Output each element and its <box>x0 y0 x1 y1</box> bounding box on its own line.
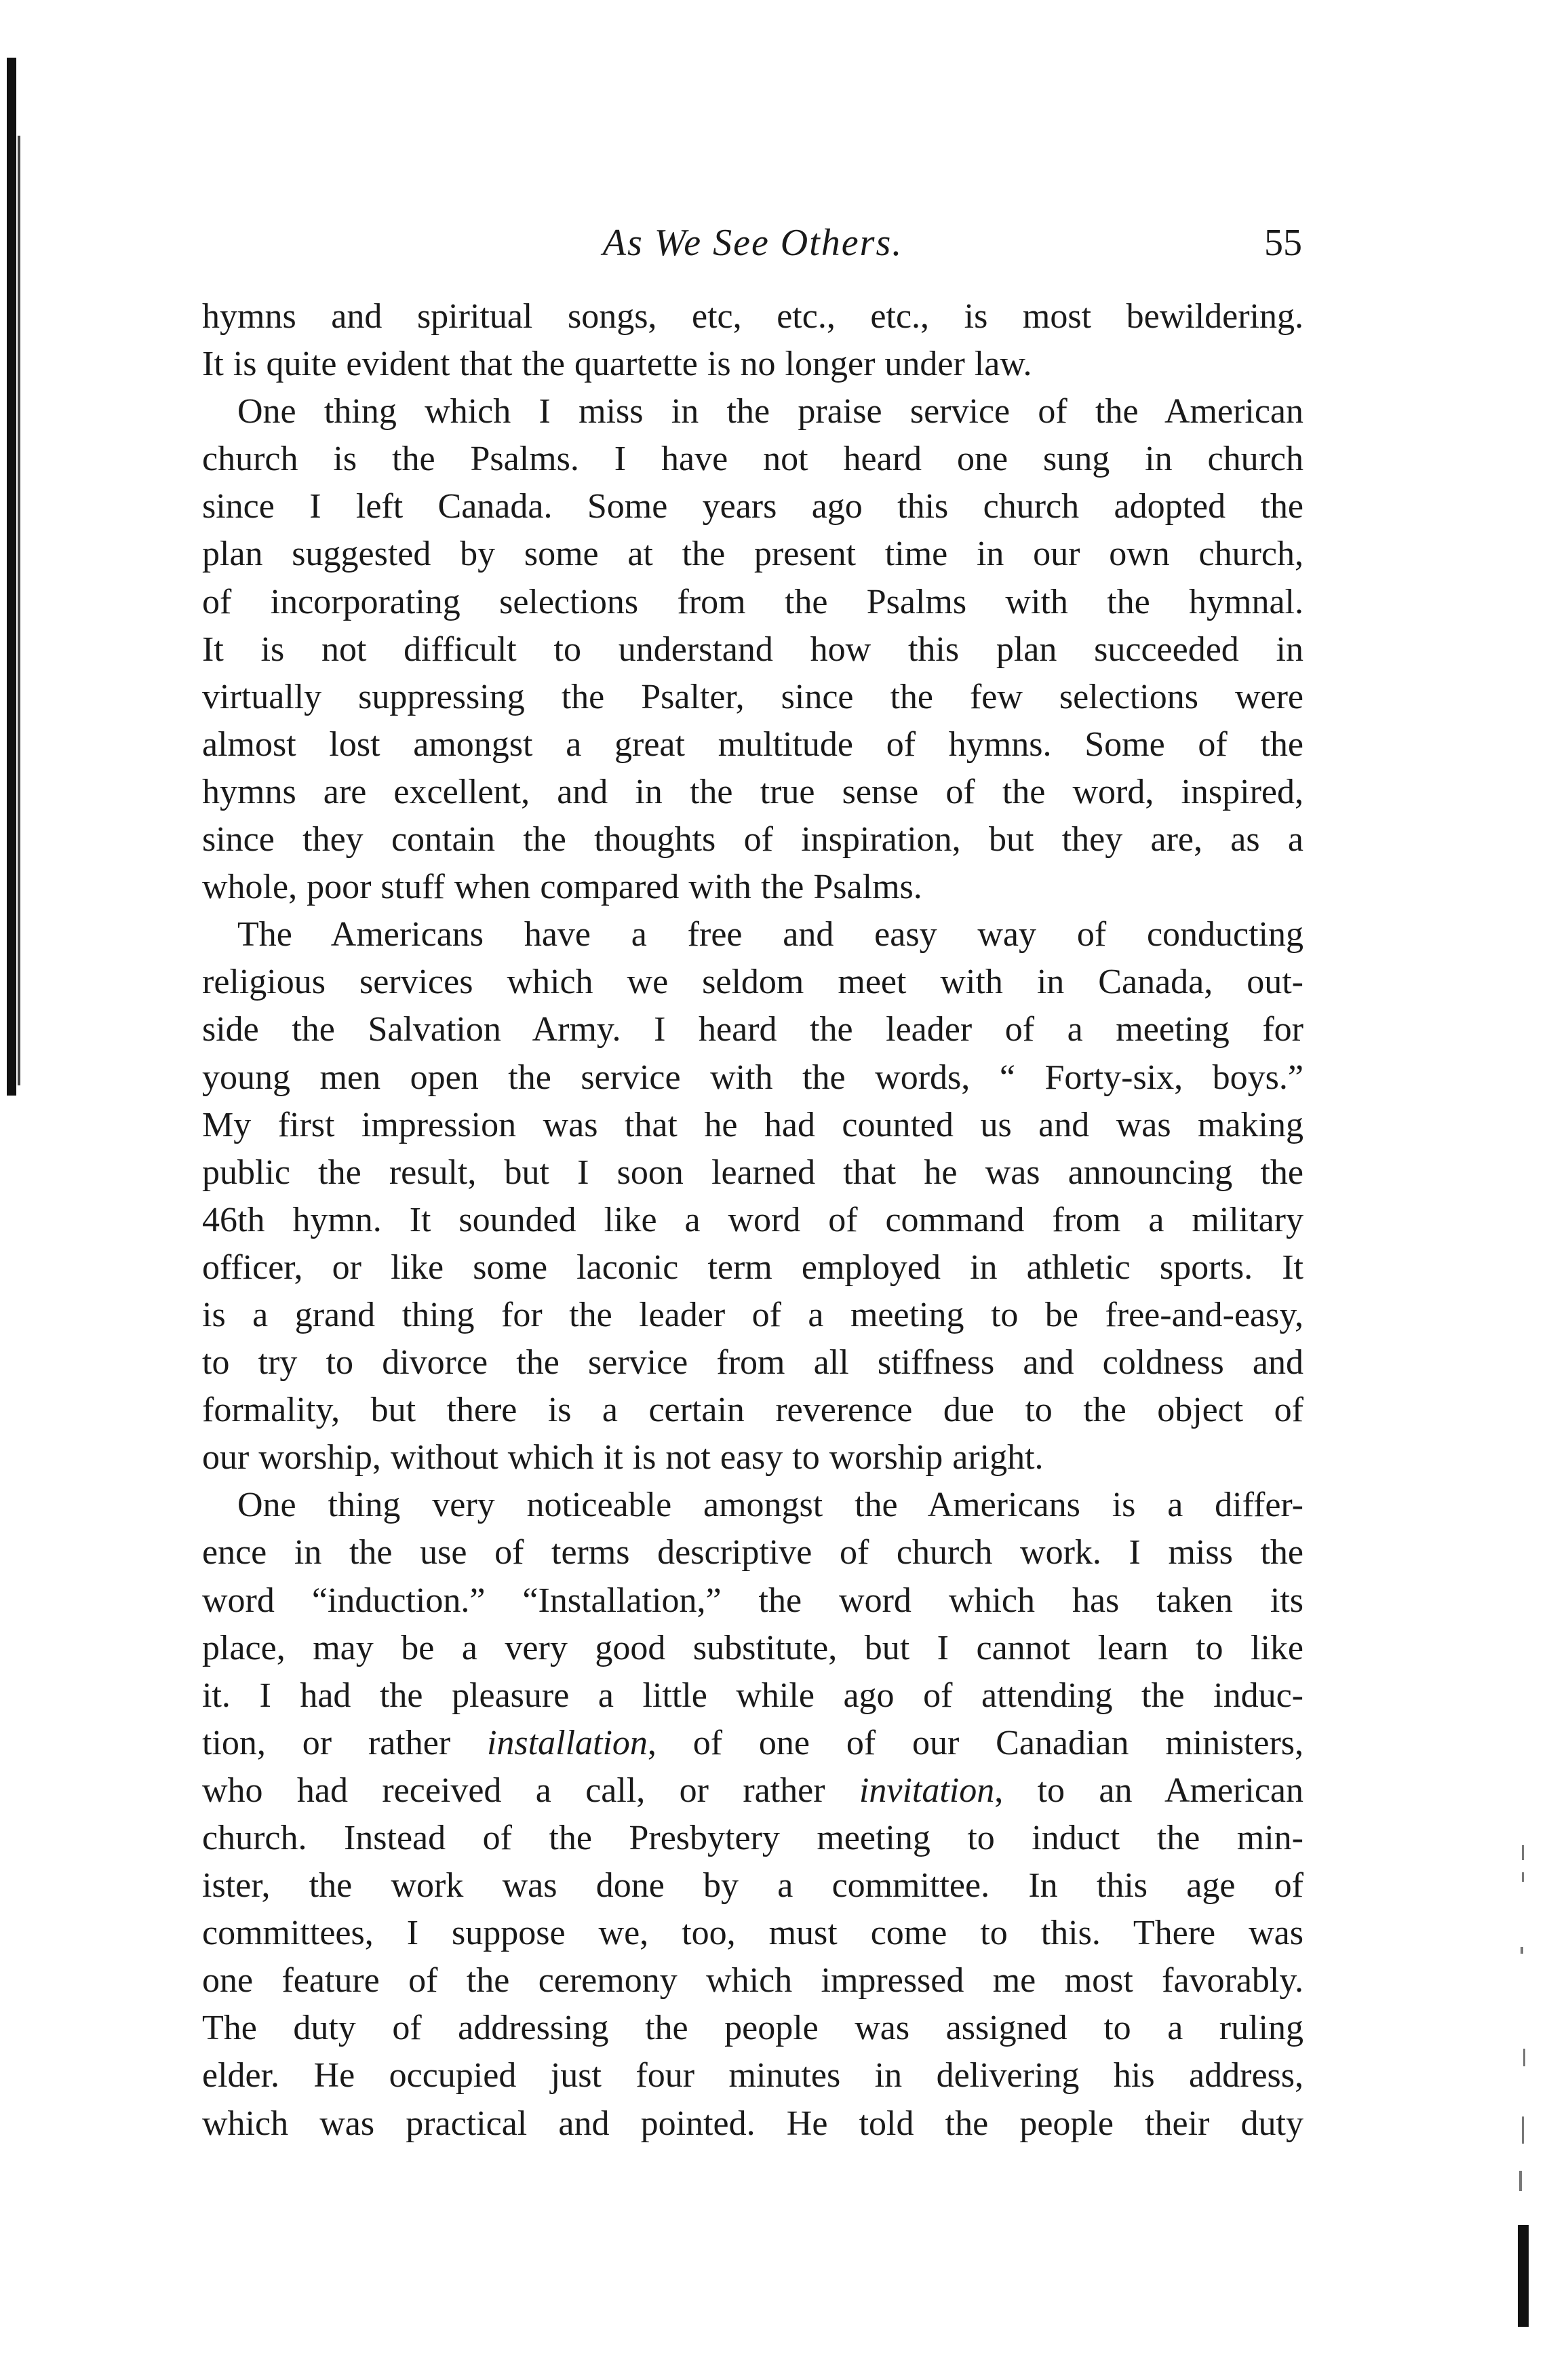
text-line: It is not difficult to understand how this plan succeeded in <box>202 630 1304 669</box>
text-line: hymns and spiritual songs, etc, etc., etc., is most bewildering. <box>202 297 1304 336</box>
text-line: hymns are excellent, and in the true sense of the word, inspired, <box>202 772 1304 811</box>
margin-scan-marks <box>1506 1845 1546 2334</box>
text-line: It is quite evident that the quartette is no longer under law. <box>202 345 1032 384</box>
text-line: whole, poor stuff when compared with the Psalms. <box>202 868 922 907</box>
text-line: who had received a call, or rather invitation, to an American <box>202 1771 1304 1810</box>
binding-shadow-thin <box>18 136 20 1085</box>
text-line: side the Salvation Army. I heard the leader of a meeting for <box>202 1010 1304 1049</box>
text-line: 46th hymn. It sounded like a word of command from a military <box>202 1200 1304 1239</box>
text-line: committees, I suppose we, too, must come to this. There was <box>202 1914 1304 1953</box>
running-title: As We See Others. <box>602 222 903 264</box>
text-line: word “induction.” “Installation,” the word which has taken its <box>202 1581 1304 1620</box>
text-line: our worship, without which it is not easy to worship aright. <box>202 1438 1044 1477</box>
text-line: since I left Canada. Some years ago this church adopted the <box>202 487 1304 526</box>
text-line: which was practical and pointed. He told the people their duty <box>202 2104 1304 2143</box>
page-header <box>203 216 1302 270</box>
text-line: place, may be a very good substitute, but I cannot learn to like <box>202 1628 1304 1667</box>
text-line: it. I had the pleasure a little while ago of attending the induc- <box>202 1676 1304 1715</box>
text-line: tion, or rather installation, of one of our Canadian ministers, <box>202 1723 1304 1762</box>
text-line: ister, the work was done by a committee. In this age of <box>202 1866 1304 1906</box>
text-line: One thing which I miss in the praise service of the American <box>237 392 1304 431</box>
text-line: virtually suppressing the Psalter, since the few selections were <box>202 677 1304 716</box>
text-line: young men open the service with the words, “ Forty-six, boys.” <box>202 1058 1304 1097</box>
text-line: almost lost amongst a great multitude of hymns. Some of the <box>202 724 1304 764</box>
text-line: formality, but there is a certain reverence due to the object of <box>202 1391 1304 1430</box>
text-line: One thing very noticeable amongst the Americans is a differ- <box>237 1486 1304 1525</box>
text-line: The Americans have a free and easy way of conducting <box>237 915 1304 954</box>
text-line: church. Instead of the Presbytery meeting to induct the min- <box>202 1819 1304 1857</box>
text-line: is a grand thing for the leader of a meeting to be free-and-easy, <box>202 1295 1304 1334</box>
text-line: plan suggested by some at the present time in our own church, <box>202 535 1304 574</box>
text-line: officer, or like some laconic term employed in athletic sports. It <box>202 1248 1304 1287</box>
text-line: elder. He occupied just four minutes in delivering his address, <box>202 2056 1304 2095</box>
text-line: religious services which we seldom meet with in Canada, out- <box>202 963 1304 1002</box>
text-line: The duty of addressing the people was assigned to a ruling <box>202 2009 1304 2048</box>
text-line: My first impression was that he had counted us and was making <box>202 1105 1304 1144</box>
text-line: to try to divorce the service from all stiffness and coldness and <box>202 1343 1304 1383</box>
text-line: church is the Psalms. I have not heard one sung in church <box>202 440 1304 479</box>
text-line: public the result, but I soon learned that he was announcing the <box>202 1153 1304 1192</box>
binding-shadow <box>7 58 16 1096</box>
body-text <box>202 293 1304 2148</box>
text-line: since they contain the thoughts of inspiration, but they are, as a <box>202 820 1304 859</box>
text-line: of incorporating selections from the Psalms with the hymnal. <box>202 582 1304 621</box>
page-number: 55 <box>1264 222 1302 264</box>
text-line: ence in the use of terms descriptive of church work. I miss the <box>202 1533 1304 1572</box>
text-line: one feature of the ceremony which impressed me most favorably. <box>202 1961 1304 2001</box>
